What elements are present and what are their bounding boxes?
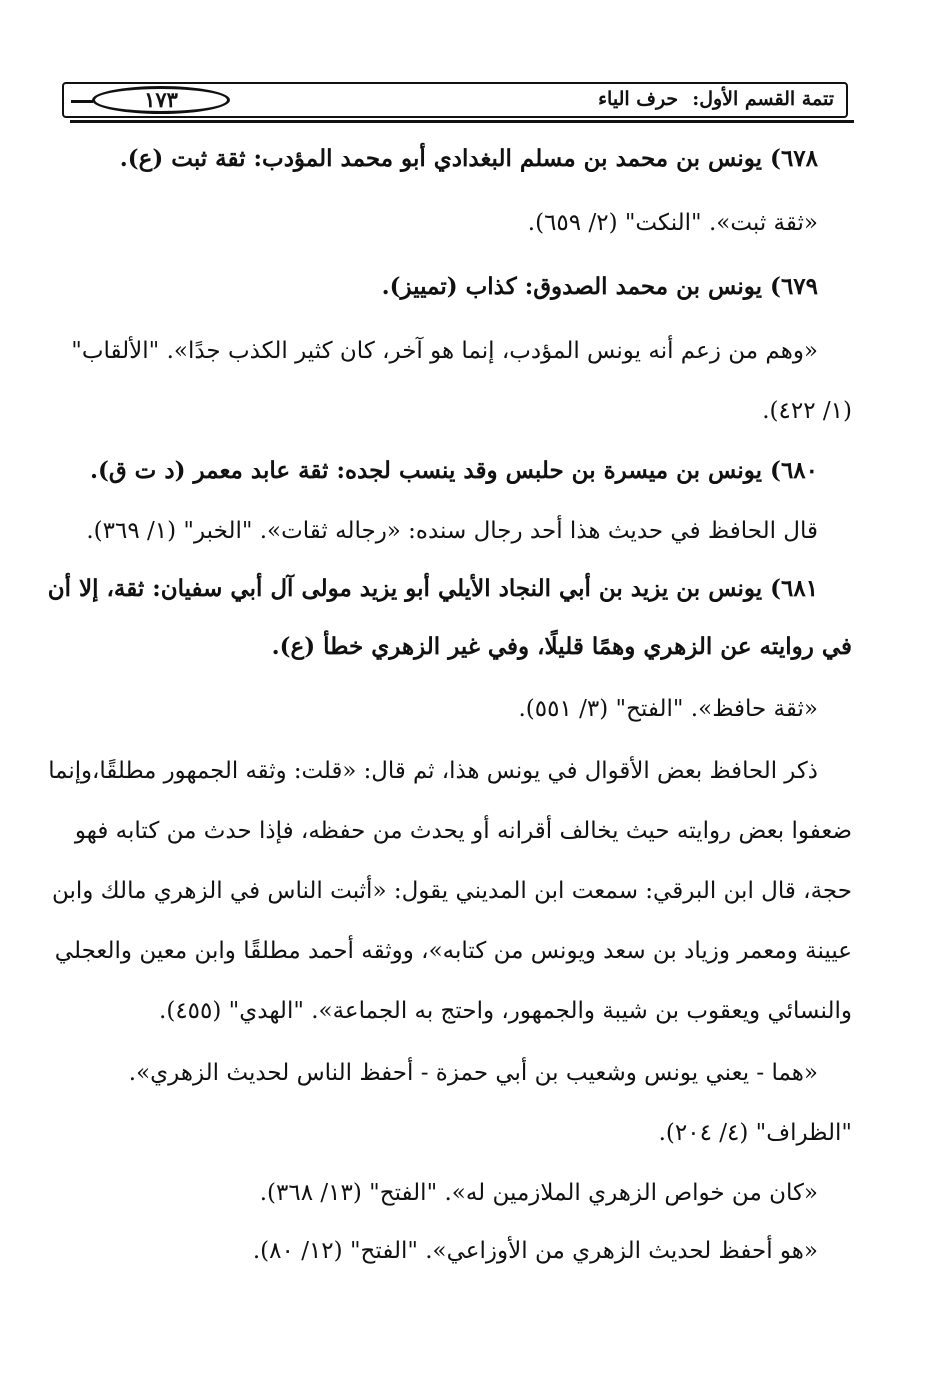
text-line: «هو أحفظ لحديث الزهري من الأوزاعي». "الفتح" (١٢/ ٨٠). bbox=[252, 1238, 818, 1264]
text-line: "الظراف" (٤/ ٢٠٤). bbox=[658, 1120, 852, 1146]
text-line: في روايته عن الزهري وهمًا قليلًا، وفي غير الزهري خطأ (ع). bbox=[271, 633, 852, 660]
text-line: قال الحافظ في حديث هذا أحد رجال سنده: «رجاله ثقات». "الخبر" (١/ ٣٦٩). bbox=[86, 518, 818, 544]
text-line: «هما - يعني يونس وشعيب بن أبي حمزة - أحفظ الناس لحديث الزهري». bbox=[128, 1060, 818, 1086]
text-line: «كان من خواص الزهري الملازمين له». "الفتح" (١٣/ ٣٦٨). bbox=[259, 1180, 818, 1206]
text-line: عيينة ومعمر وزياد بن سعد ويونس من كتابه»، ووثقه أحمد مطلقًا وابن معين والعجلي bbox=[54, 938, 852, 964]
text-line: حجة، قال ابن البرقي: سمعت ابن المديني يقول: «أثبت الناس في الزهري مالك وابن bbox=[51, 878, 852, 904]
section-title: تتمة القسم الأول: bbox=[692, 88, 834, 110]
text-line: «ثقة ثبت». "النكت" (٢/ ٦٥٩). bbox=[527, 210, 818, 236]
text-line: (١/ ٤٢٢). bbox=[762, 398, 852, 424]
chapter-title: حرف الياء bbox=[598, 88, 679, 110]
page-number: ١٧٣ bbox=[92, 86, 230, 114]
page-header bbox=[62, 82, 848, 118]
text-line: «وهم من زعم أنه يونس المؤدب، إنما هو آخر، كان كثير الكذب جدًا». "الألقاب" bbox=[71, 338, 818, 364]
text-line: ذكر الحافظ بعض الأقوال في يونس هذا، ثم قال: «قلت: وثقه الجمهور مطلقًا،وإنما bbox=[48, 758, 818, 784]
text-line: ٦٨١) يونس بن يزيد بن أبي النجاد الأيلي أبو يزيد مولى آل أبي سفيان: ثقة، إلا أن bbox=[47, 575, 818, 602]
text-line: ٦٧٨) يونس بن محمد بن مسلم البغدادي أبو محمد المؤدب: ثقة ثبت (ع). bbox=[119, 145, 818, 172]
header-title bbox=[598, 88, 834, 110]
text-line: ضعفوا بعض روايته حيث يخالف أقرانه أو يحدث من حفظه، فإذا حدث من كتابه فهو bbox=[74, 818, 852, 844]
text-line: «ثقة حافظ». "الفتح" (٣/ ٥٥١). bbox=[518, 696, 818, 722]
text-line: والنسائي ويعقوب بن شيبة والجمهور، واحتج به الجماعة». "الهدي" (٤٥٥). bbox=[159, 998, 852, 1024]
text-line: ٦٨٠) يونس بن ميسرة بن حلبس وقد ينسب لجده: ثقة عابد معمر (د ت ق). bbox=[89, 457, 818, 484]
text-line: ٦٧٩) يونس بن محمد الصدوق: كذاب (تمييز). bbox=[381, 273, 818, 300]
